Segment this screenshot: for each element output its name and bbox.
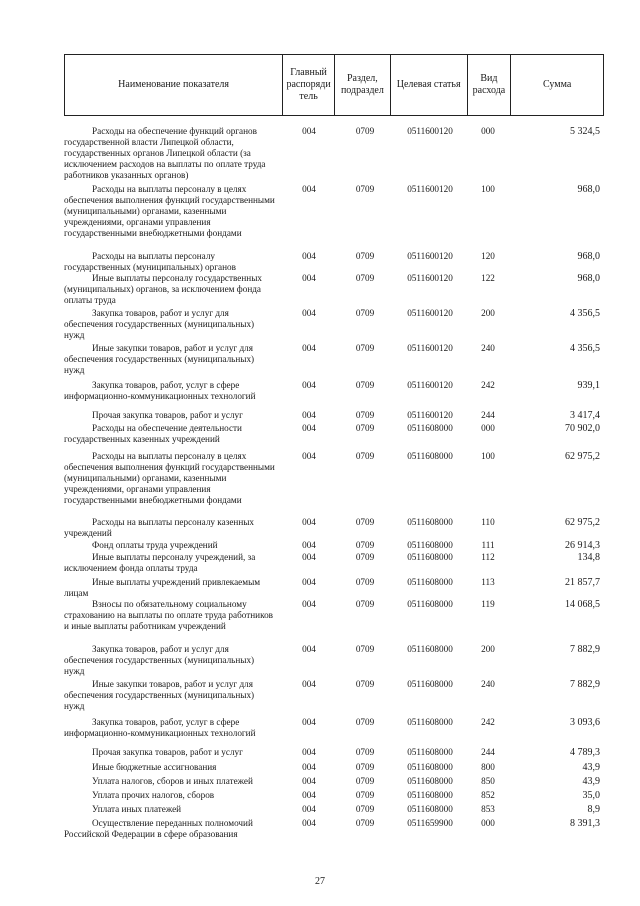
row-summa: 4 356,5: [570, 343, 600, 354]
row-statya: 0511600120: [407, 410, 453, 420]
row-summa: 134,8: [577, 552, 600, 563]
row-name: Иные выплаты учреждений привлекаемым лицам: [64, 577, 261, 598]
row-name: Уплата налогов, сборов и иных платежей: [92, 776, 253, 786]
row-razdel: 0709: [355, 423, 375, 433]
row-statya: 0511600120: [407, 126, 453, 136]
row-statya: 0511608000: [407, 540, 453, 550]
row-summa: 62 975,2: [565, 451, 600, 462]
row-name: Закупка товаров, работ и услуг для обеспечения государственных (муниципальных) нужд: [64, 644, 255, 676]
header-name: Наименование показателя: [65, 55, 283, 115]
row-name: Прочая закупка товаров, работ и услуг: [92, 747, 243, 757]
row-razdel: 0709: [355, 380, 375, 390]
row-glavny: 004: [302, 273, 316, 283]
row-statya: 0511608000: [407, 517, 453, 527]
row-name: Расходы на обеспечение функций органов государственной власти Липецкой области, государственных органов Липецкой области (за исключением расходов на выплаты по оплате труда работников указанных органов): [64, 126, 266, 180]
row-name: Расходы на выплаты персоналу в целях обеспечения выполнения функций государственными (муниципальными) органами, казенными учреждениями, органами управления государственными внебюджетными фондами: [64, 451, 275, 505]
row-summa: 5 324,5: [570, 126, 600, 137]
row-vid: 100: [481, 451, 495, 461]
row-name: Прочая закупка товаров, работ и услуг: [92, 410, 243, 420]
row-vid: 000: [481, 818, 495, 828]
row-glavny: 004: [302, 552, 316, 562]
row-vid: 000: [481, 423, 495, 433]
row-statya: 0511608000: [407, 717, 453, 727]
row-glavny: 004: [302, 644, 316, 654]
row-glavny: 004: [302, 818, 316, 828]
row-vid: 244: [481, 410, 495, 420]
row-summa: 3 093,6: [570, 717, 600, 728]
row-name: Иные выплаты персоналу учреждений, за исключением фонда оплаты труда: [64, 552, 256, 573]
row-glavny: 004: [302, 410, 316, 420]
row-summa: 8 391,3: [570, 818, 600, 829]
row-statya: 0511608000: [407, 747, 453, 757]
row-glavny: 004: [302, 679, 316, 689]
row-glavny: 004: [302, 251, 316, 261]
header-summa: Сумма: [543, 79, 572, 90]
row-summa: 968,0: [577, 273, 600, 284]
row-statya: 0511600120: [407, 251, 453, 261]
row-glavny: 004: [302, 184, 316, 194]
table-header: [64, 54, 604, 116]
row-vid: 244: [481, 747, 495, 757]
header-glavny: Главный распоряди тель: [283, 55, 335, 115]
row-name: Иные закупки товаров, работ и услуг для обеспечения государственных (муниципальных) нужд: [64, 343, 255, 375]
row-summa: 7 882,9: [570, 644, 600, 655]
row-name: Иные выплаты персоналу государственных (муниципальных) органов, за исключением фонда оплаты труда: [64, 273, 262, 305]
row-razdel: 0709: [355, 762, 375, 772]
row-razdel: 0709: [355, 644, 375, 654]
row-vid: 112: [481, 552, 495, 562]
row-razdel: 0709: [355, 343, 375, 353]
row-razdel: 0709: [355, 540, 375, 550]
row-vid: 113: [481, 577, 495, 587]
row-name: Расходы на обеспечение деятельности государственных казенных учреждений: [64, 423, 242, 444]
row-statya: 0511608000: [407, 577, 453, 587]
page-number: 27: [315, 876, 325, 887]
row-summa: 70 902,0: [565, 423, 600, 434]
row-razdel: 0709: [355, 679, 375, 689]
row-glavny: 004: [302, 343, 316, 353]
row-vid: 200: [481, 308, 495, 318]
row-glavny: 004: [302, 717, 316, 727]
row-summa: 43,9: [582, 776, 600, 787]
row-razdel: 0709: [355, 717, 375, 727]
row-razdel: 0709: [355, 273, 375, 283]
row-statya: 0511608000: [407, 776, 453, 786]
row-summa: 939,1: [577, 380, 600, 391]
row-glavny: 004: [302, 776, 316, 786]
row-name: Осуществление переданных полномочий Российской Федерации в сфере образования: [64, 818, 253, 839]
row-summa: 21 857,7: [565, 577, 600, 588]
row-statya: 0511600120: [407, 380, 453, 390]
row-name: Расходы на выплаты персоналу казенных учреждений: [64, 517, 255, 538]
row-razdel: 0709: [355, 790, 375, 800]
row-razdel: 0709: [355, 577, 375, 587]
row-summa: 968,0: [577, 251, 600, 262]
row-glavny: 004: [302, 804, 316, 814]
row-glavny: 004: [302, 790, 316, 800]
row-razdel: 0709: [355, 126, 375, 136]
row-name: Закупка товаров, работ, услуг в сфере информационно-коммуникационных технологий: [64, 717, 256, 738]
row-summa: 7 882,9: [570, 679, 600, 690]
row-statya: 0511608000: [407, 451, 453, 461]
row-name: Расходы на выплаты персоналу государственных (муниципальных) органов: [64, 251, 236, 272]
row-razdel: 0709: [355, 804, 375, 814]
row-razdel: 0709: [355, 599, 375, 609]
row-statya: 0511659900: [407, 818, 453, 828]
row-razdel: 0709: [355, 451, 375, 461]
row-glavny: 004: [302, 762, 316, 772]
row-summa: 968,0: [577, 184, 600, 195]
row-razdel: 0709: [355, 818, 375, 828]
row-razdel: 0709: [355, 184, 375, 194]
row-glavny: 004: [302, 747, 316, 757]
row-vid: 122: [481, 273, 495, 283]
row-vid: 120: [481, 251, 495, 261]
row-razdel: 0709: [355, 747, 375, 757]
row-glavny: 004: [302, 308, 316, 318]
row-summa: 8,9: [587, 804, 600, 815]
row-statya: 0511608000: [407, 423, 453, 433]
row-statya: 0511608000: [407, 762, 453, 772]
row-vid: 850: [481, 776, 495, 786]
header-razdel: Раздел, подраздел: [335, 55, 391, 115]
row-razdel: 0709: [355, 410, 375, 420]
row-vid: 242: [481, 380, 495, 390]
row-glavny: 004: [302, 517, 316, 527]
row-vid: 100: [481, 184, 495, 194]
row-statya: 0511608000: [407, 790, 453, 800]
row-name: Взносы по обязательному социальному страхованию на выплаты по оплате труда работников и иные выплаты работникам учреждений: [64, 599, 274, 631]
row-statya: 0511608000: [407, 679, 453, 689]
row-vid: 000: [481, 126, 495, 136]
row-name: Иные закупки товаров, работ и услуг для обеспечения государственных (муниципальных) нужд: [64, 679, 255, 711]
row-razdel: 0709: [355, 308, 375, 318]
row-vid: 110: [481, 517, 495, 527]
row-vid: 852: [481, 790, 495, 800]
row-glavny: 004: [302, 126, 316, 136]
row-vid: 853: [481, 804, 495, 814]
row-name: Расходы на выплаты персоналу в целях обеспечения выполнения функций государственными (муниципальными) органами, казенными учреждениями, органами управления государственными внебюджетными фондами: [64, 184, 275, 238]
row-summa: 14 068,5: [565, 599, 600, 610]
row-name: Иные бюджетные ассигнования: [92, 762, 217, 772]
row-statya: 0511608000: [407, 804, 453, 814]
row-vid: 800: [481, 762, 495, 772]
row-glavny: 004: [302, 451, 316, 461]
row-summa: 4 789,3: [570, 747, 600, 758]
row-vid: 240: [481, 679, 495, 689]
row-statya: 0511600120: [407, 273, 453, 283]
row-statya: 0511608000: [407, 644, 453, 654]
row-razdel: 0709: [355, 776, 375, 786]
row-name: Уплата иных платежей: [92, 804, 182, 814]
row-name: Уплата прочих налогов, сборов: [92, 790, 215, 800]
row-statya: 0511600120: [407, 308, 453, 318]
row-name: Закупка товаров, работ и услуг для обеспечения государственных (муниципальных) нужд: [64, 308, 255, 340]
row-glavny: 004: [302, 540, 316, 550]
row-vid: 200: [481, 644, 495, 654]
row-razdel: 0709: [355, 251, 375, 261]
row-name: Фонд оплаты труда учреждений: [92, 540, 218, 550]
row-summa: 62 975,2: [565, 517, 600, 528]
row-vid: 119: [481, 599, 495, 609]
row-summa: 43,9: [582, 762, 600, 773]
row-summa: 35,0: [582, 790, 600, 801]
row-vid: 111: [481, 540, 495, 550]
row-name: Закупка товаров, работ, услуг в сфере информационно-коммуникационных технологий: [64, 380, 256, 401]
row-glavny: 004: [302, 599, 316, 609]
row-statya: 0511600120: [407, 343, 453, 353]
row-statya: 0511608000: [407, 552, 453, 562]
row-vid: 240: [481, 343, 495, 353]
row-vid: 242: [481, 717, 495, 727]
header-statya: Целевая статья: [391, 55, 468, 115]
row-glavny: 004: [302, 577, 316, 587]
row-summa: 26 914,3: [565, 540, 600, 551]
row-razdel: 0709: [355, 517, 375, 527]
row-glavny: 004: [302, 380, 316, 390]
header-vid: Вид расхода: [468, 55, 512, 115]
row-razdel: 0709: [355, 552, 375, 562]
row-summa: 4 356,5: [570, 308, 600, 319]
row-glavny: 004: [302, 423, 316, 433]
row-statya: 0511600120: [407, 184, 453, 194]
row-statya: 0511608000: [407, 599, 453, 609]
row-summa: 3 417,4: [570, 410, 600, 421]
